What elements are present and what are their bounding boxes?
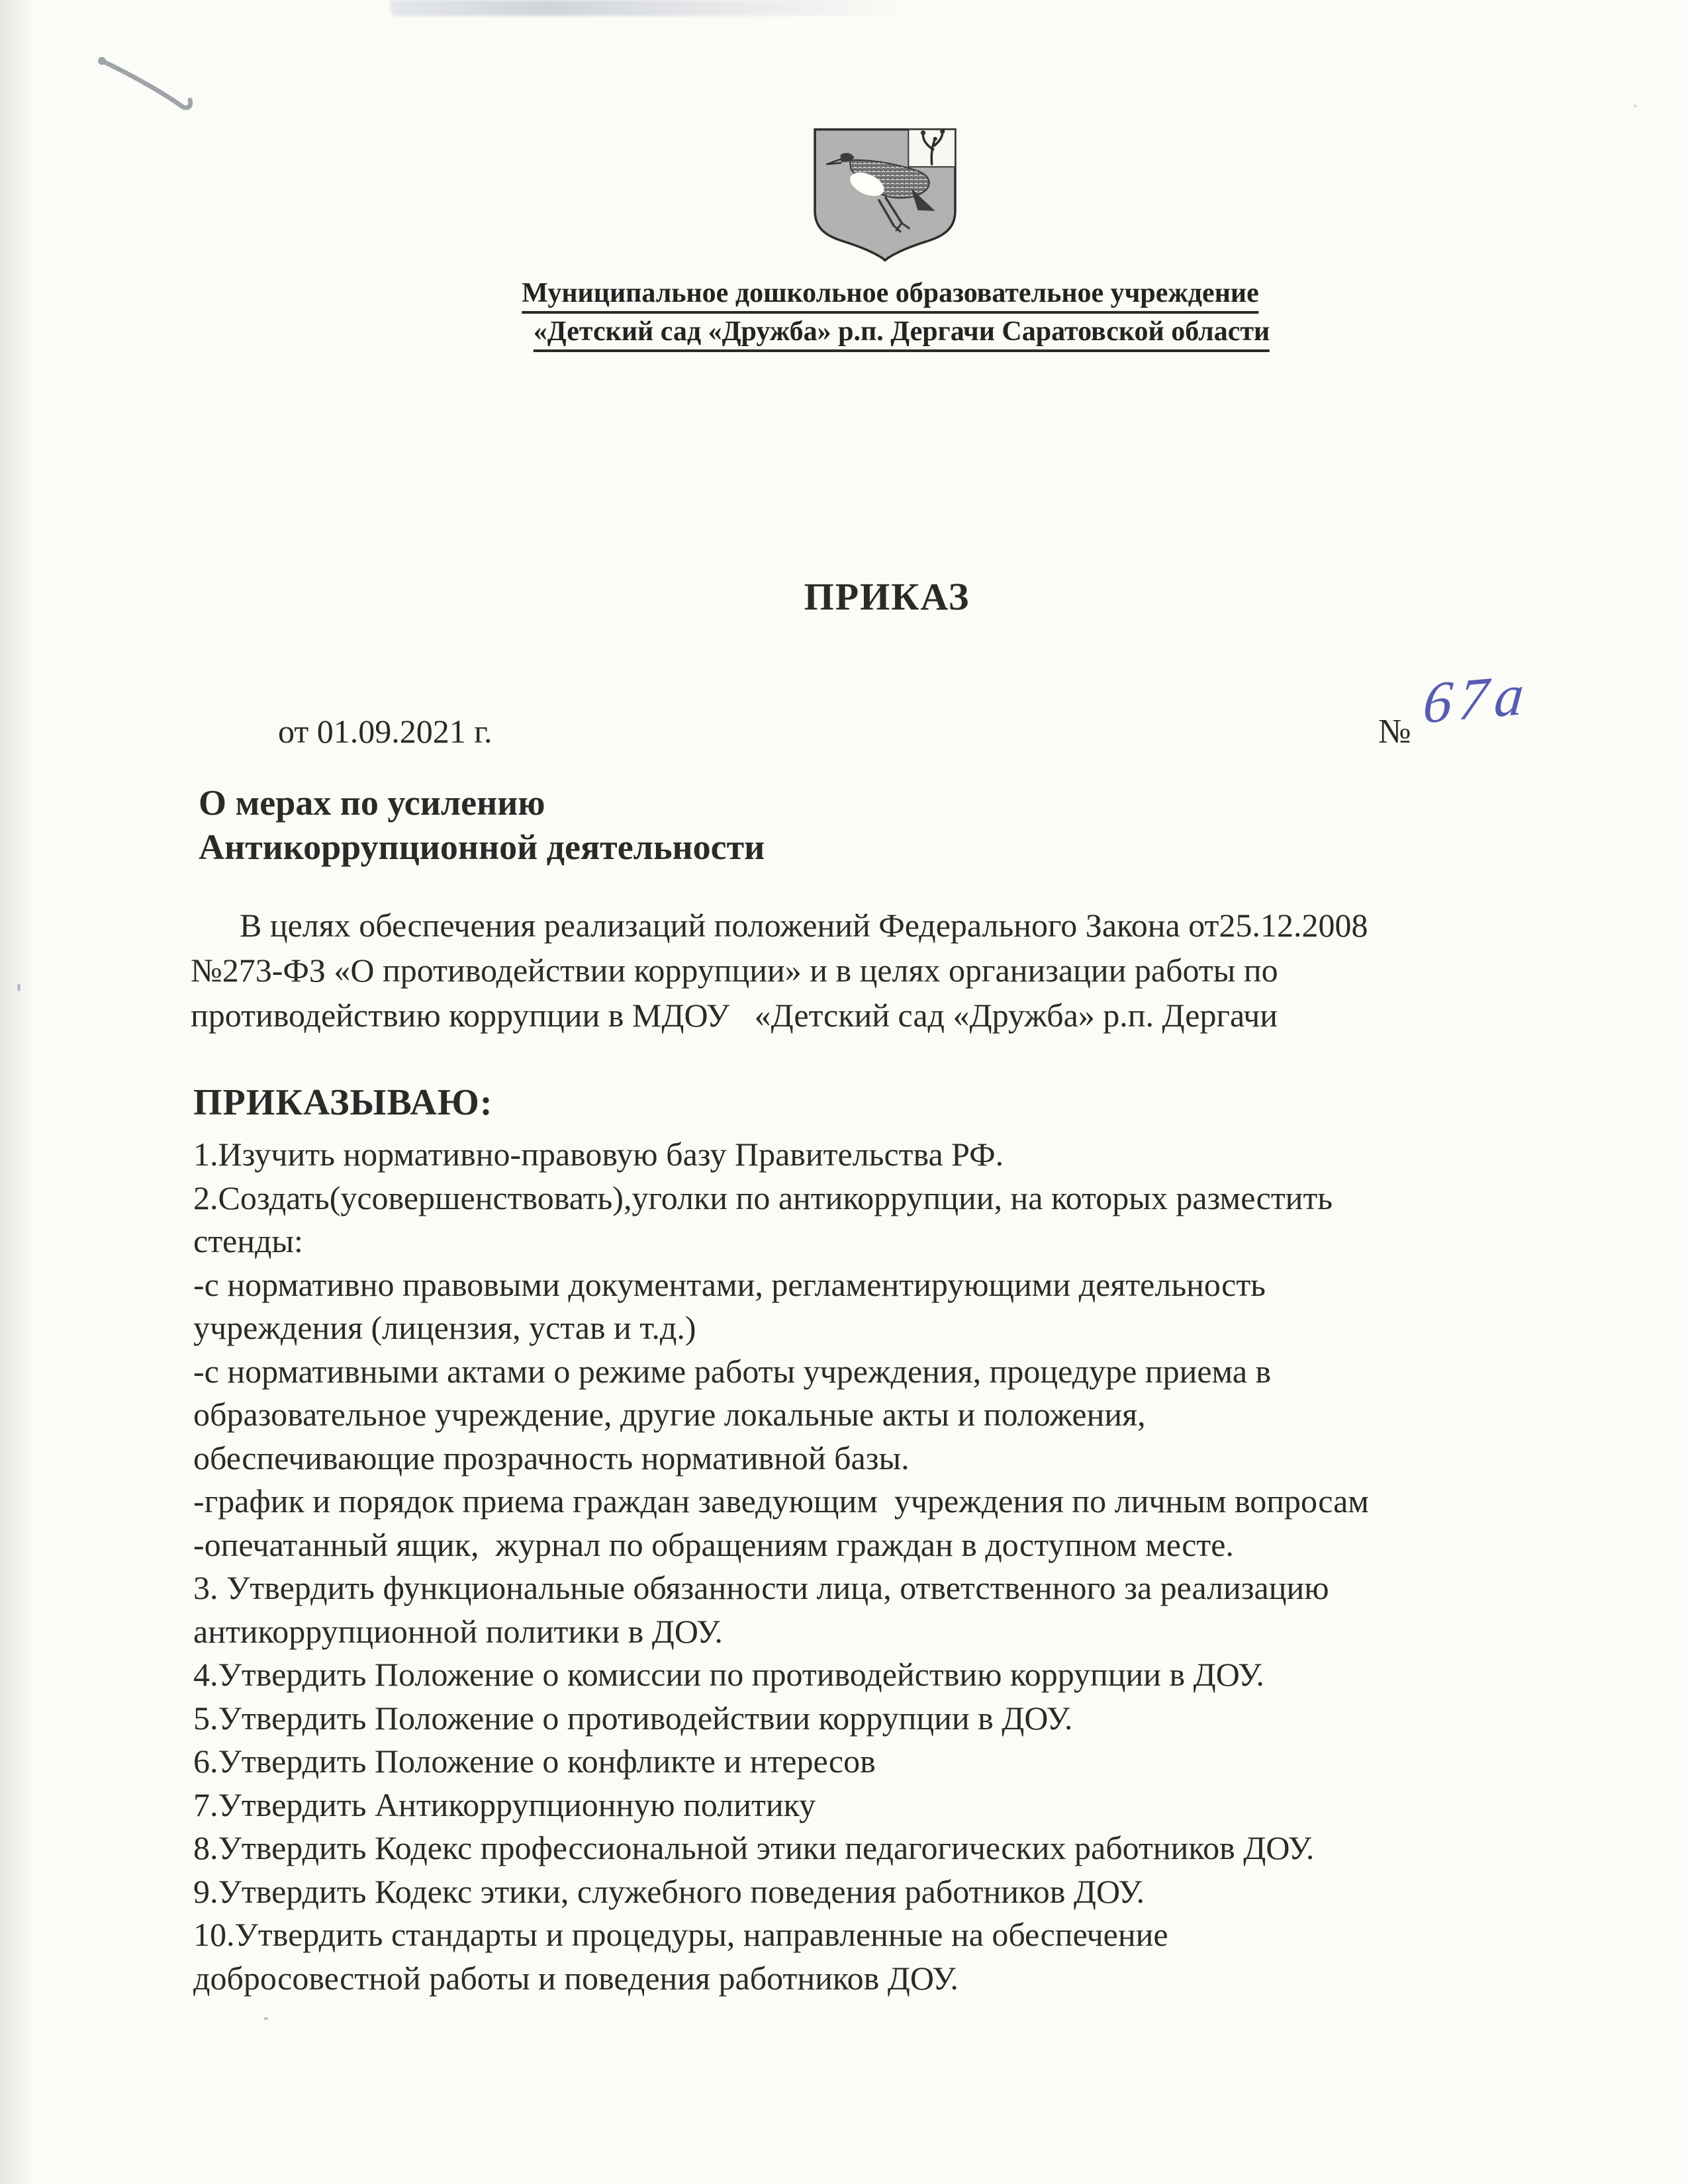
intro-line: противодействию коррупции в МДОУ «Детский сад «Дружба» р.п. Дергачи: [191, 997, 1278, 1034]
coat-of-arms-icon: [811, 124, 959, 263]
scan-speck: [1634, 105, 1637, 107]
decree-line: стенды:: [193, 1222, 303, 1259]
decree-line: 1.Изучить нормативно-правовую базу Правительства РФ.: [193, 1136, 1004, 1173]
decree-line: 6.Утвердить Положение о конфликте и нтересов: [193, 1743, 876, 1780]
intro-line: В целях обеспечения реализаций положений Федерального Закона от25.12.2008: [240, 907, 1368, 944]
decree-line: 2.Создать(усовершенствовать),уголки по антикоррупции, на которых разместить: [193, 1179, 1333, 1216]
decree-line: 9.Утвердить Кодекс этики, служебного поведения работников ДОУ.: [193, 1872, 1145, 1910]
decree-line: добросовестной работы и поведения работников ДОУ.: [193, 1959, 959, 1997]
decree-line: 3. Утвердить функциональные обязанности лица, ответственного за реализацию: [193, 1569, 1329, 1606]
order-date: от 01.09.2021 г.: [278, 713, 492, 750]
decree-line: обеспечивающие прозрачность нормативной базы.: [193, 1439, 910, 1477]
scan-edge-shadow: [0, 0, 34, 2184]
decree-heading: ПРИКАЗЫВАЮ:: [193, 1082, 493, 1123]
scan-speck: [17, 983, 21, 991]
decree-line: 5.Утвердить Положение о противодействии коррупции в ДОУ.: [193, 1699, 1073, 1737]
org-name-line-1: Муниципальное дошкольное образовательное учреждение: [522, 278, 1258, 314]
decree-list: [193, 1133, 1590, 2000]
decree-line: 8.Утвердить Кодекс профессиональной этики педагогических работников ДОУ.: [193, 1829, 1315, 1866]
decree-line: 4.Утвердить Положение о комиссии по противодействию коррупции в ДОУ.: [193, 1656, 1264, 1693]
intro-paragraph: [191, 903, 1587, 1038]
scan-smudge: [391, 0, 907, 16]
subject-line: О мерах по усилению: [199, 783, 545, 823]
number-sign: №: [1378, 713, 1411, 751]
decree-line: 10.Утвердить стандарты и процедуры, направленные на обеспечение: [193, 1916, 1168, 1953]
order-subject: [199, 781, 765, 870]
decree-line: 7.Утвердить Антикоррупционную политику: [193, 1786, 816, 1823]
decree-line: -опечатанный ящик, журнал по обращениям граждан в доступном месте.: [193, 1525, 1234, 1563]
decree-line: образовательное учреждение, другие локальные акты и положения,: [193, 1396, 1146, 1433]
decree-line: -график и порядок приема граждан заведующим учреждения по личным вопросам: [193, 1482, 1369, 1520]
decree-line: -с нормативными актами о режиме работы учреждения, процедуре приема в: [193, 1352, 1272, 1390]
document-title: ПРИКАЗ: [804, 575, 970, 618]
decree-line: антикоррупционной политики в ДОУ.: [193, 1612, 723, 1650]
scan-speck: [263, 2017, 268, 2020]
handwritten-order-number: 67а: [1421, 662, 1533, 737]
decree-line: учреждения (лицензия, устав и т.д.): [193, 1309, 696, 1346]
decree-line: -с нормативно правовыми документами, регламентирующими деятельность: [193, 1265, 1266, 1303]
intro-line: №273-ФЗ «О противодействии коррупции» и в целях организации работы по: [191, 952, 1278, 989]
org-name-line-2: «Детский сад «Дружба» р.п. Дергачи Саратовской области: [534, 316, 1270, 352]
subject-line: Антикоррупционной деятельности: [199, 827, 765, 867]
pen-scribble-mark: [93, 50, 212, 123]
